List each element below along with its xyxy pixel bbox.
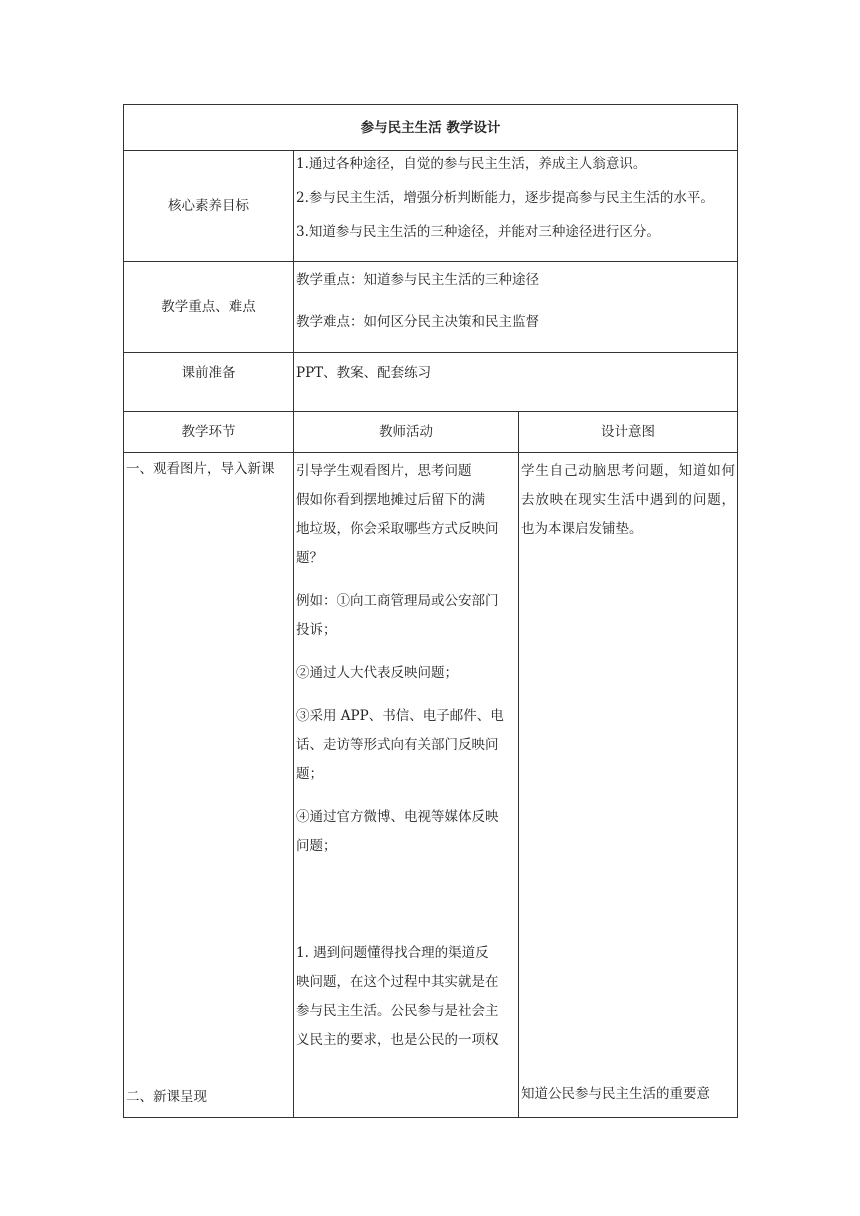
activity-line: 题？ xyxy=(296,550,323,566)
activity-line: 映问题，在这个过程中其实就是在 xyxy=(296,974,499,990)
activity-line: 引导学生观看图片，思考问题 xyxy=(296,463,472,479)
objective-item: 3.知道参与民主生活的三种途径，并能对三种途径进行区分。 xyxy=(296,224,660,240)
column-header-row xyxy=(124,412,738,453)
intent-text-second: 知道公民参与民主生活的重要意 xyxy=(521,1086,710,1102)
column-header-stage: 教学环节 xyxy=(124,412,294,453)
preparation-row xyxy=(124,353,738,412)
teaching-focus: 教学重点：知道参与民主生活的三种途径 xyxy=(296,272,539,288)
stage-new-lesson: 二、新课呈现 xyxy=(126,1089,207,1105)
document-title: 参与民主生活 教学设计 xyxy=(124,105,738,151)
teaching-difficulty: 教学难点：如何区分民主决策和民主监督 xyxy=(296,314,539,330)
stage-intro: 一、观看图片，导入新课 xyxy=(126,461,275,477)
column-header-activity: 教师活动 xyxy=(294,412,519,453)
objectives-label: 核心素养目标 xyxy=(124,151,294,262)
activity-line: 地垃圾，你会采取哪些方式反映问 xyxy=(296,521,499,537)
key-points-label: 教学重点、难点 xyxy=(124,262,294,353)
preparation-label: 课前准备 xyxy=(124,353,294,412)
activity-line: 话、走访等形式向有关部门反映问 xyxy=(296,737,499,753)
column-header-intent: 设计意图 xyxy=(519,412,738,453)
activity-line: 例如：①向工商管理局或公安部门 xyxy=(296,593,499,609)
activity-line: 问题； xyxy=(296,838,337,854)
activity-line: ④通过官方微博、电视等媒体反映 xyxy=(296,809,499,825)
activity-line: 参与民主生活。公民参与是社会主 xyxy=(296,1003,499,1019)
activity-line: 假如你看到摆地摊过后留下的满 xyxy=(296,492,485,508)
preparation-content: PPT、教案、配套练习 xyxy=(294,353,738,412)
title-row xyxy=(124,105,738,151)
stage-cell xyxy=(124,453,294,1118)
design-intent-cell xyxy=(519,453,738,1118)
activity-line: ③采用 APP、书信、电子邮件、电 xyxy=(296,708,504,724)
teacher-activity-cell xyxy=(294,453,519,1118)
activity-line: 题； xyxy=(296,766,323,782)
content-row xyxy=(124,453,738,1118)
objective-item: 2.参与民主生活，增强分析判断能力，逐步提高参与民主生活的水平。 xyxy=(296,190,714,206)
activity-line: 1. 遇到问题懂得找合理的渠道反 xyxy=(296,945,489,961)
activity-line: 义民主的要求，也是公民的一项权 xyxy=(296,1032,499,1048)
activity-line: 投诉； xyxy=(296,622,337,638)
lesson-plan-table xyxy=(123,104,738,1118)
key-points-row xyxy=(124,262,738,353)
objectives-content xyxy=(294,151,738,262)
objectives-row xyxy=(124,151,738,262)
activity-line: ②通过人大代表反映问题； xyxy=(296,665,458,681)
intent-text: 学生自己动脑思考问题，知道如何去放映在现实生活中遇到的问题，也为本课启发铺垫。 xyxy=(521,463,736,537)
objective-item: 1.通过各种途径，自觉的参与民主生活，养成主人翁意识。 xyxy=(296,156,647,172)
key-points-content xyxy=(294,262,738,353)
